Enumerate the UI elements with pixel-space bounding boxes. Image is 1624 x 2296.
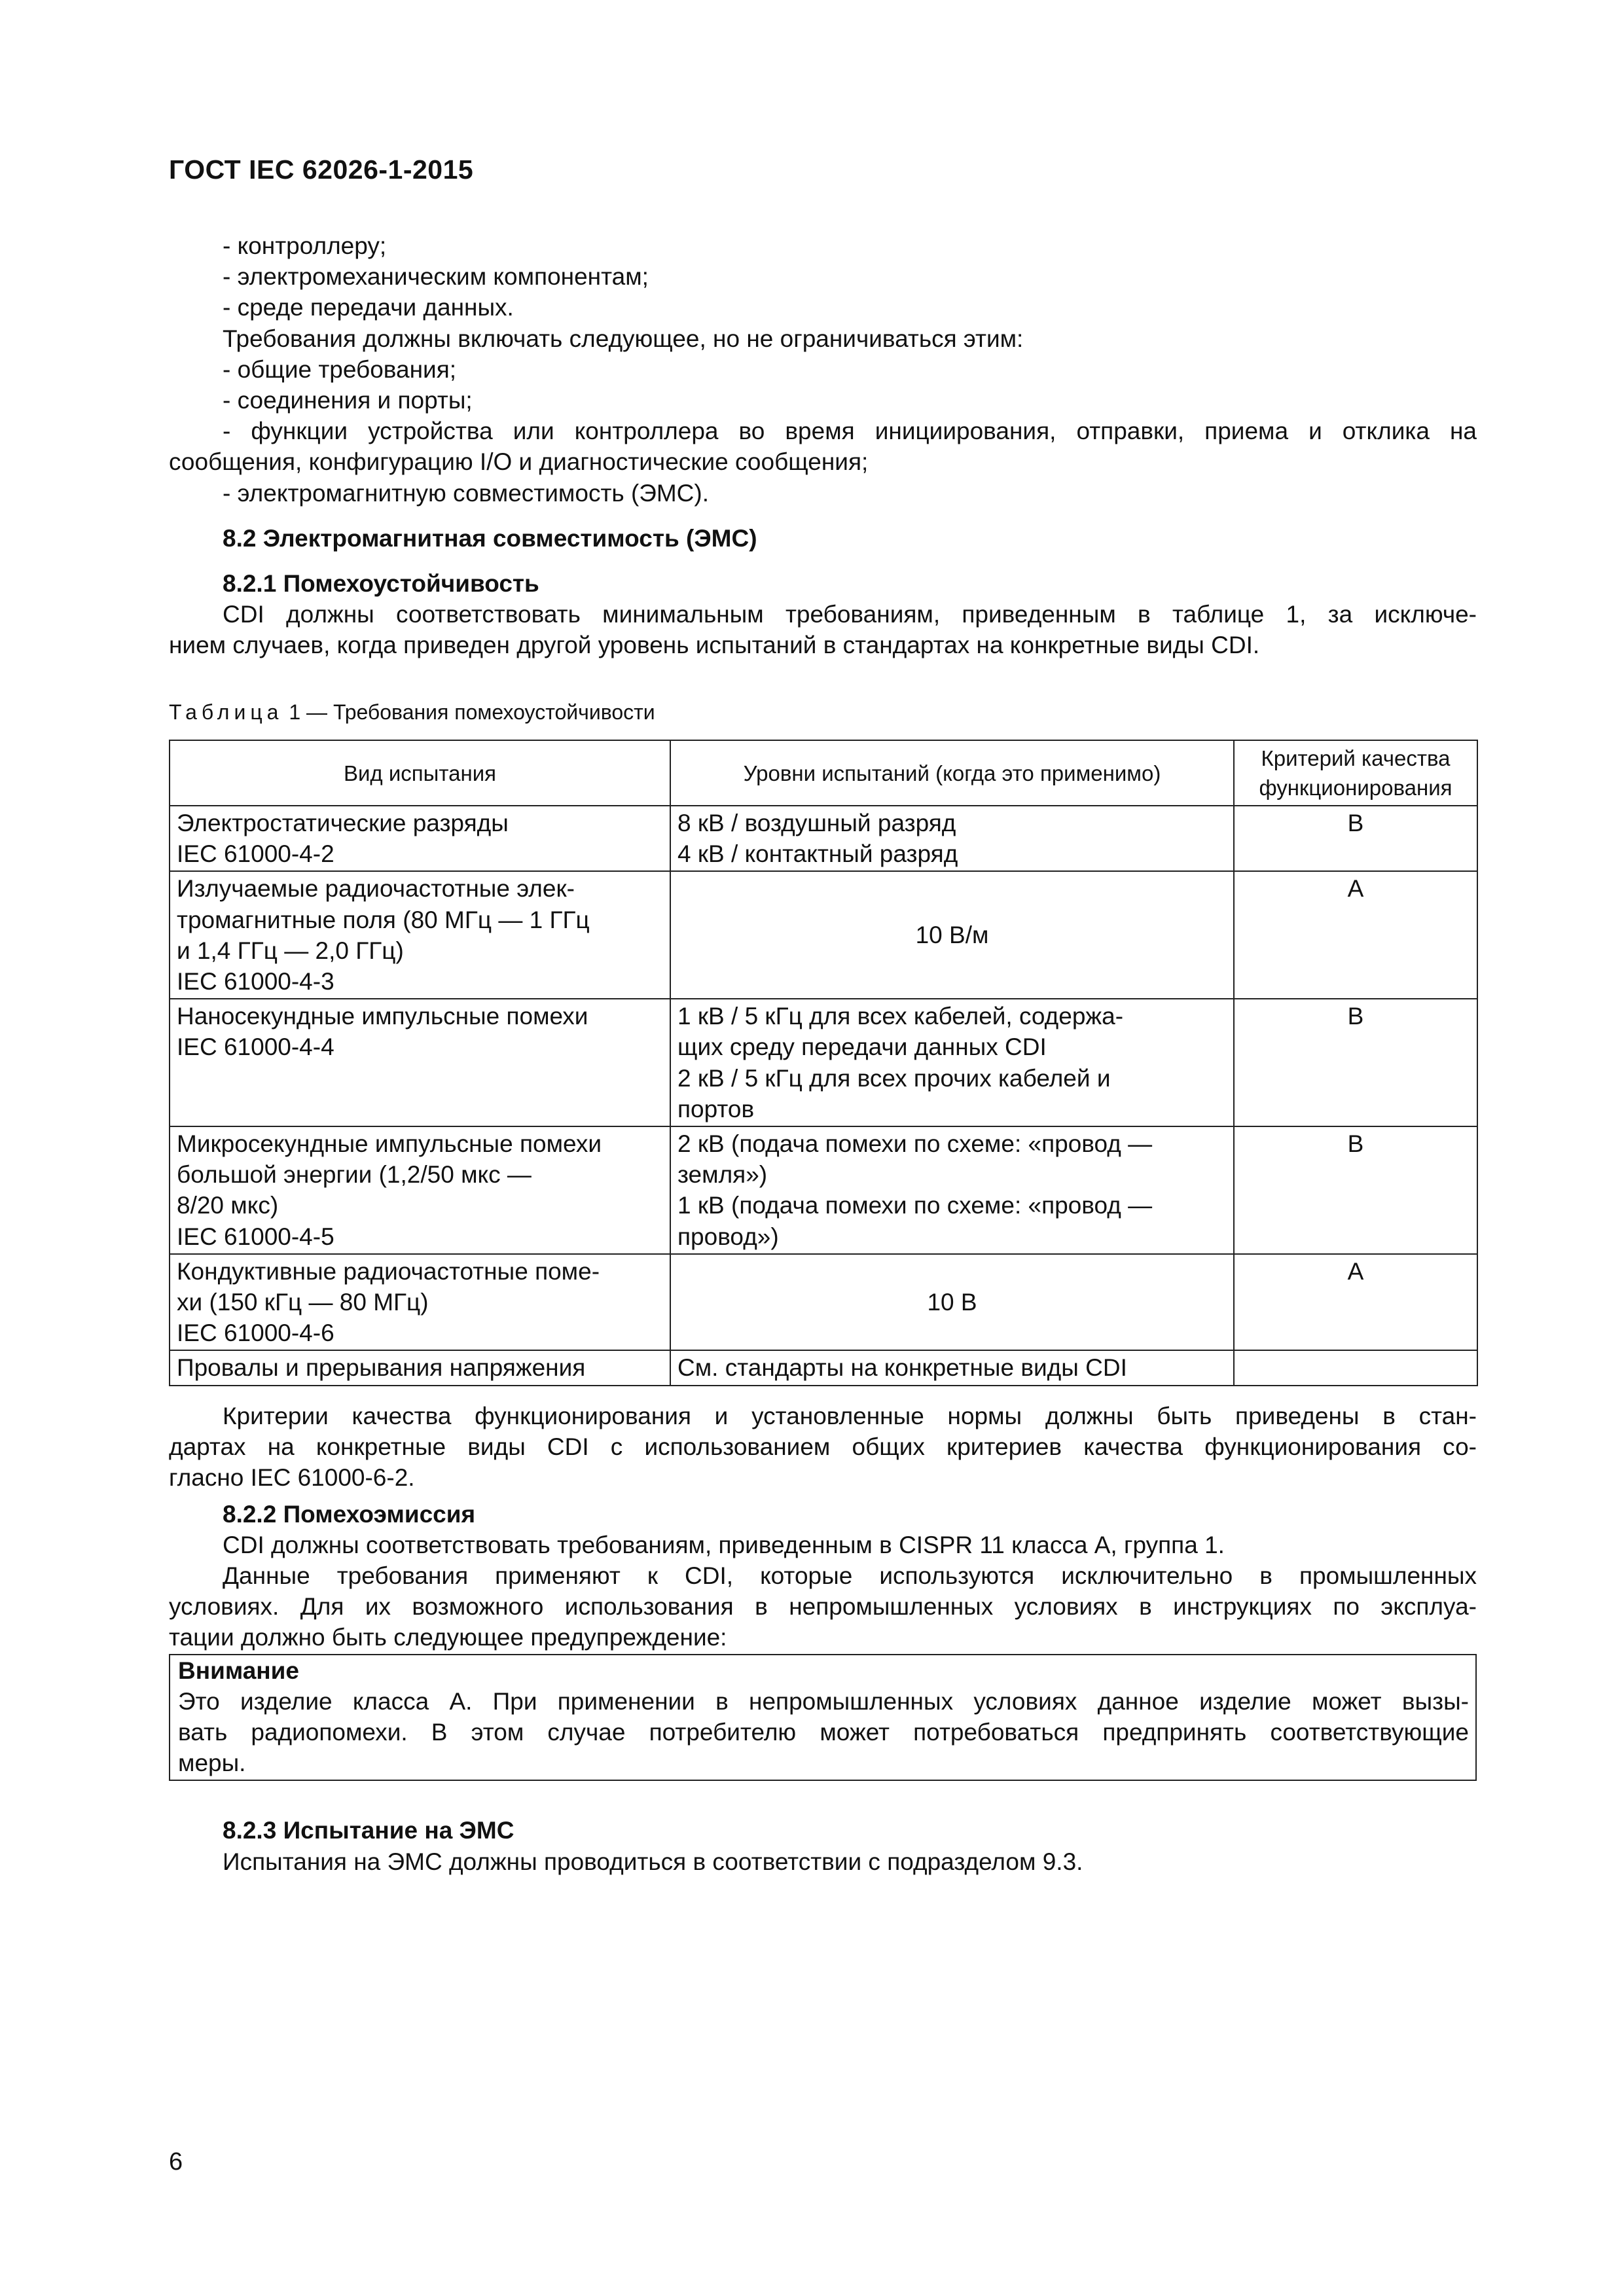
criterion-cell: B: [1234, 1126, 1477, 1254]
cell-line: IEC 61000-4-5: [177, 1223, 334, 1250]
document-title: ГОСТ IEC 62026-1-2015: [169, 154, 474, 185]
cell-line: Электростатические разряды: [177, 810, 509, 836]
paragraph-line: Критерии качества функционирования и установленные нормы должны быть приведены в стан-: [223, 1403, 1477, 1429]
section-heading-8-2-2: 8.2.2 Помехоэмиссия: [223, 1500, 476, 1528]
header-criterion-line: Критерий качества: [1261, 746, 1451, 770]
table-row: [170, 1254, 1477, 1351]
list-item-continuation: сообщения, конфигурацию I/O и диагностические сообщения;: [169, 448, 869, 476]
levels-cell: [670, 1126, 1234, 1254]
table-row: [170, 1126, 1477, 1254]
cell-line: 10 В/м: [915, 922, 989, 949]
list-item: - среде передачи данных.: [223, 294, 514, 321]
paragraph-line: Испытания на ЭМС должны проводиться в соответствии с подразделом 9.3.: [223, 1848, 1083, 1875]
cell-line: 1 кВ (подача помехи по схеме: «провод —: [677, 1192, 1153, 1219]
cell-line: провод»): [677, 1223, 779, 1250]
cell-line: хи (150 кГц — 80 МГц): [177, 1289, 429, 1316]
section-heading-8-2-1: 8.2.1 Помехоустойчивость: [223, 570, 539, 598]
header-criterion: [1234, 740, 1477, 806]
levels-cell: [670, 871, 1234, 999]
header-levels: Уровни испытаний (когда это применимо): [670, 740, 1234, 806]
cell-line: и 1,4 ГГц — 2,0 ГГц): [177, 937, 404, 964]
table-caption-label: Таблица: [169, 700, 283, 724]
warning-line: вать радиопомехи. В этом случае потребителю может потребоваться предпринять соответствующие: [178, 1719, 1469, 1746]
test-type-cell: [170, 1254, 670, 1351]
header-test-type: Вид испытания: [170, 740, 670, 806]
list-item: - общие требования;: [223, 355, 457, 383]
post-table-section: [169, 1401, 1477, 1877]
paragraph-line: тации должно быть следующее предупреждение:: [169, 1624, 727, 1651]
test-type-cell: [170, 806, 670, 871]
cell-line: земля»): [677, 1161, 768, 1189]
table-row: [170, 999, 1477, 1126]
levels-cell: [670, 1350, 1234, 1385]
list-item: - электромеханическим компонентам;: [223, 263, 649, 291]
cell-line: IEC 61000-4-2: [177, 840, 334, 868]
paragraph-line: гласно IEC 61000-6-2.: [169, 1464, 415, 1492]
cell-line: 1 кВ / 5 кГц для всех кабелей, содержа-: [677, 1003, 1124, 1030]
table-row: [170, 1350, 1477, 1385]
table-header-row: [170, 740, 1477, 806]
paragraph-line: CDI должны соответствовать требованиям, приведенным в CISPR 11 класса А, группа 1.: [223, 1531, 1225, 1558]
paragraph-line: CDI должны соответствовать минимальным требованиям, приведенным в таблице 1, за исключе-: [223, 601, 1477, 628]
table-row: [170, 806, 1477, 871]
cell-line: Кондуктивные радиочастотные поме-: [177, 1257, 600, 1285]
table-caption-text: 1 — Требования помехоустойчивости: [283, 700, 655, 724]
test-type-cell: [170, 999, 670, 1126]
cell-line: 2 кВ / 5 кГц для всех прочих кабелей и: [677, 1064, 1111, 1092]
criterion-cell: A: [1234, 1254, 1477, 1351]
table-caption: [169, 700, 655, 725]
criterion-cell: B: [1234, 806, 1477, 871]
cell-line: тромагнитные поля (80 МГц — 1 ГГц: [177, 906, 590, 933]
cell-line: 4 кВ / контактный разряд: [677, 840, 958, 868]
list-item: - электромагнитную совместимость (ЭМС).: [223, 479, 709, 507]
test-type-cell: [170, 871, 670, 999]
intro-section: [169, 230, 1477, 661]
warning-line: Это изделие класса А. При применении в непромышленных условиях данное изделие может вызы-: [178, 1687, 1469, 1715]
cell-line: щих среду передачи данных CDI: [677, 1033, 1047, 1061]
cell-line: Излучаемые радиочастотные элек-: [177, 875, 575, 903]
cell-line: Наносекундные импульсные помехи: [177, 1003, 588, 1030]
cell-line: Микросекундные импульсные помехи: [177, 1130, 602, 1158]
cell-line: 8 кВ / воздушный разряд: [677, 810, 956, 836]
warning-title: Внимание: [178, 1657, 299, 1684]
warning-line: меры.: [178, 1749, 246, 1777]
header-criterion-line: функционирования: [1259, 776, 1453, 800]
list-item: - функции устройства или контроллера во время инициирования, отправки, приема и отклика на: [223, 418, 1477, 445]
levels-cell: [670, 999, 1234, 1126]
cell-line: См. стандарты на конкретные виды CDI: [677, 1354, 1127, 1382]
list-item: - соединения и порты;: [223, 387, 473, 414]
cell-line: IEC 61000-4-3: [177, 968, 334, 996]
cell-line: большой энергии (1,2/50 мкс —: [177, 1161, 532, 1189]
cell-line: 2 кВ (подача помехи по схеме: «провод —: [677, 1130, 1153, 1158]
paragraph-line: условиях. Для их возможного использования в непромышленных условиях в инструкциях по эксплуа-: [169, 1593, 1477, 1621]
test-type-cell: [170, 1350, 670, 1385]
test-type-cell: [170, 1126, 670, 1254]
cell-line: портов: [677, 1095, 755, 1122]
cell-line: Провалы и прерывания напряжения: [177, 1354, 586, 1382]
immunity-requirements-table: [169, 740, 1478, 1386]
paragraph-line: Данные требования применяют к CDI, которые используются исключительно в промышленных: [223, 1562, 1477, 1590]
cell-line: 10 В: [927, 1289, 977, 1316]
criterion-cell: B: [1234, 999, 1477, 1126]
list-item: - контроллеру;: [223, 232, 387, 259]
paragraph-line: нием случаев, когда приведен другой уровень испытаний в стандартах на конкретные виды CDI.: [169, 632, 1260, 659]
table-row: [170, 871, 1477, 999]
warning-box: [169, 1654, 1477, 1782]
levels-cell: [670, 806, 1234, 871]
criterion-cell: A: [1234, 871, 1477, 999]
section-heading-8-2: 8.2 Электромагнитная совместимость (ЭМС): [223, 524, 757, 552]
section-heading-8-2-3: 8.2.3 Испытание на ЭМС: [223, 1817, 514, 1844]
cell-line: IEC 61000-4-6: [177, 1319, 334, 1347]
paragraph-line: дартах на конкретные виды CDI с использованием общих критериев качества функционирования со-: [169, 1433, 1477, 1461]
cell-line: 8/20 мкс): [177, 1192, 279, 1219]
levels-cell: [670, 1254, 1234, 1351]
requirements-intro: Требования должны включать следующее, но не ограничиваться этим:: [223, 325, 1024, 352]
criterion-cell: [1234, 1350, 1477, 1385]
cell-line: IEC 61000-4-4: [177, 1033, 334, 1061]
page-number: 6: [169, 2148, 183, 2176]
